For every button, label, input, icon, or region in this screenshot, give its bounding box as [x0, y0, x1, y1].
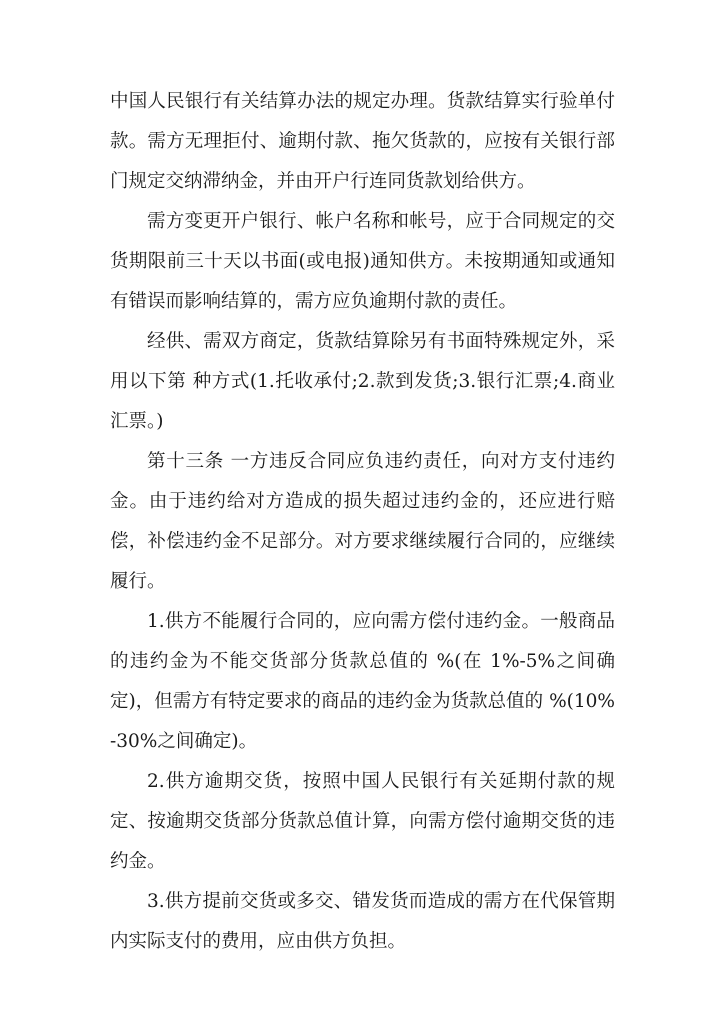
paragraph-article-13: 第十三条 一方违反合同应负违约责任，向对方支付违约金。由于违约给对方造成的损失超过违约金的，还应进行赔偿，补偿违约金不足部分。对方要求继续履行合同的，应继续履行。 — [110, 451, 615, 592]
paragraph-payment-method: 经供、需双方商定，货款结算除另有书面特殊规定外，采用以下第 种方式(1.托收承付;2.款到发货;3.银行汇票;4.商业汇票。) — [110, 331, 615, 432]
paragraph-clause-1: 1.供方不能履行合同的，应向需方偿付违约金。一般商品的违约金为不能交货部分货款总值的 %(在 1%-5%之间确定)，但需方有特定要求的商品的违约金为货款总值的 %(10%-30%之间确定)。 — [110, 611, 615, 752]
paragraph-clause-3: 3.供方提前交货或多交、错发货而造成的需方在代保管期内实际支付的费用，应由供方负担。 — [110, 891, 615, 952]
paragraph-account-change: 需方变更开户银行、帐户名称和帐号，应于合同规定的交货期限前三十天以书面(或电报)通知供方。未按期通知或通知有错误而影响结算的，需方应负逾期付款的责任。 — [110, 211, 615, 312]
paragraph-clause-2: 2.供方逾期交货，按照中国人民银行有关延期付款的规定、按逾期交货部分货款总值计算，向需方偿付逾期交货的违约金。 — [110, 771, 615, 872]
document-body — [110, 82, 615, 962]
paragraph-settlement-rules: 中国人民银行有关结算办法的规定办理。货款结算实行验单付款。需方无理拒付、逾期付款、拖欠货款的，应按有关银行部门规定交纳滞纳金，并由开户行连同货款划给供方。 — [110, 91, 615, 192]
